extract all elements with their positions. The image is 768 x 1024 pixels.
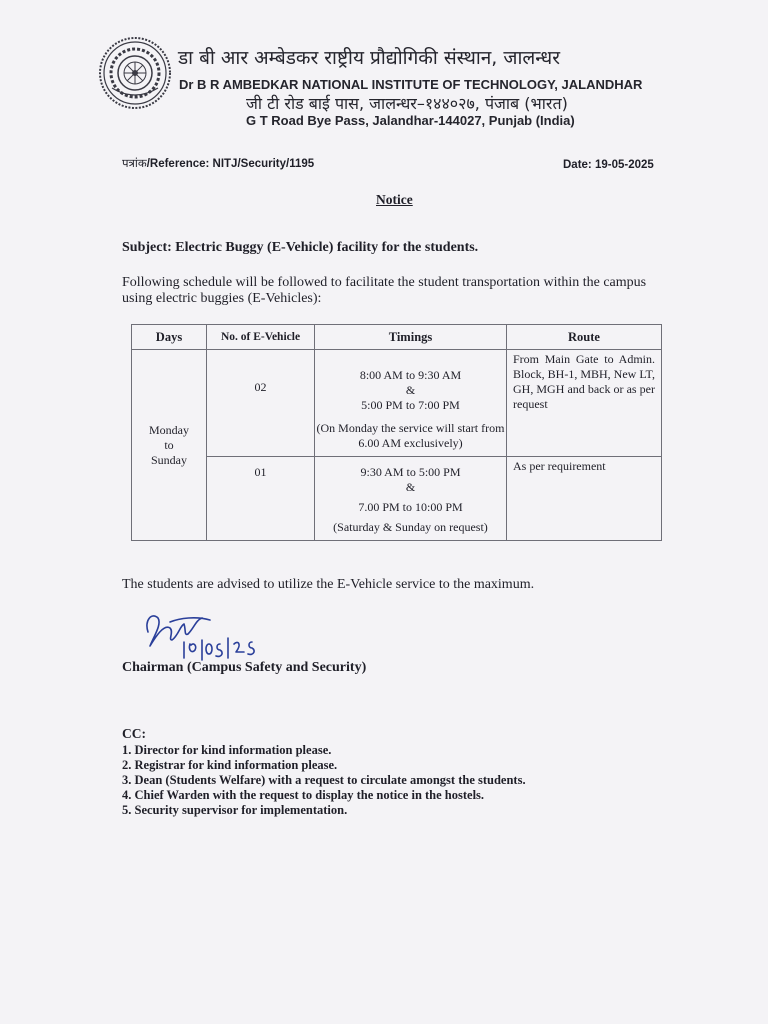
vehicle-count-cell — [207, 350, 315, 457]
institute-address-english: G T Road Bye Pass, Jalandhar-144027, Punjab (India) — [246, 113, 575, 128]
timings-cell — [315, 457, 507, 541]
vehicle-count: 01 — [254, 465, 267, 479]
header-days: Days — [132, 325, 207, 350]
notice-date: Date: 19-05-2025 — [563, 159, 654, 171]
institute-name-english: Dr B R AMBEDKAR NATIONAL INSTITUTE OF TECHNOLOGY, JALANDHAR — [179, 77, 643, 92]
timing-line: 8:00 AM to 9:30 AM — [359, 368, 462, 382]
cc-label: CC: — [122, 726, 146, 741]
advice-text: The students are advised to utilize the E-Vehicle service to the maximum. — [122, 577, 535, 592]
schedule-table — [131, 324, 662, 541]
institute-emblem-icon — [98, 36, 172, 110]
timing-line: 5:00 PM to 7:00 PM — [361, 398, 460, 412]
list-item: 2. Registrar for kind information please. — [122, 758, 338, 772]
institute-name-hindi: डा बी आर अम्बेडकर राष्ट्रीय प्रौद्योगिकी संस्थान, जालन्धर — [178, 47, 560, 69]
timing-note: (Saturday & Sunday on request) — [333, 520, 488, 534]
table-header-row — [132, 325, 662, 350]
list-item: 3. Dean (Students Welfare) with a request to circulate amongst the students. — [122, 773, 526, 787]
list-item: 1. Director for kind information please. — [122, 743, 332, 757]
timing-note: (On Monday the service will start from 6.00 AM exclusively) — [316, 421, 505, 450]
vehicle-count-cell — [207, 457, 315, 541]
timings-cell — [315, 350, 507, 457]
notice-subject: Subject: Electric Buggy (E-Vehicle) facility for the students. — [122, 240, 479, 255]
cc-list — [122, 743, 526, 818]
reference-label-hindi: पत्रांक — [122, 156, 147, 170]
days-cell — [132, 350, 207, 541]
signatory-title: Chairman (Campus Safety and Security) — [122, 660, 367, 675]
header-route: Route — [507, 325, 662, 350]
route-cell: As per requirement — [507, 457, 662, 541]
vehicle-count: 02 — [254, 380, 267, 394]
header-timings: Timings — [315, 325, 507, 350]
days-line: to — [164, 437, 174, 452]
timing-line: 7.00 PM to 10:00 PM — [358, 500, 463, 514]
list-item: 5. Security supervisor for implementation. — [122, 803, 348, 817]
timing-line: & — [405, 480, 416, 494]
table-row — [132, 457, 662, 541]
table-row — [132, 350, 662, 457]
notice-intro: Following schedule will be followed to facilitate the student transportation within the campus using electric buggies (E-Vehicles): — [122, 275, 647, 306]
days-line: Monday — [149, 422, 189, 437]
institute-address-hindi: जी टी रोड बाई पास, जालन्धर–१४४०२७, पंजाब (भारत) — [246, 94, 568, 113]
timing-line: & — [405, 383, 416, 397]
days-line: Sunday — [151, 452, 187, 467]
reference-number — [122, 156, 314, 171]
reference-label: /Reference: NITJ/Security/1195 — [146, 158, 315, 170]
notice-title: Notice — [376, 192, 413, 207]
header-vehicles: No. of E-Vehicle — [207, 325, 315, 350]
timing-line: 9:30 AM to 5:00 PM — [360, 465, 461, 479]
list-item: 4. Chief Warden with the request to display the notice in the hostels. — [122, 788, 485, 802]
route-cell: From Main Gate to Admin. Block, BH-1, MBH, New LT, GH, MGH and back or as per request — [507, 350, 662, 457]
